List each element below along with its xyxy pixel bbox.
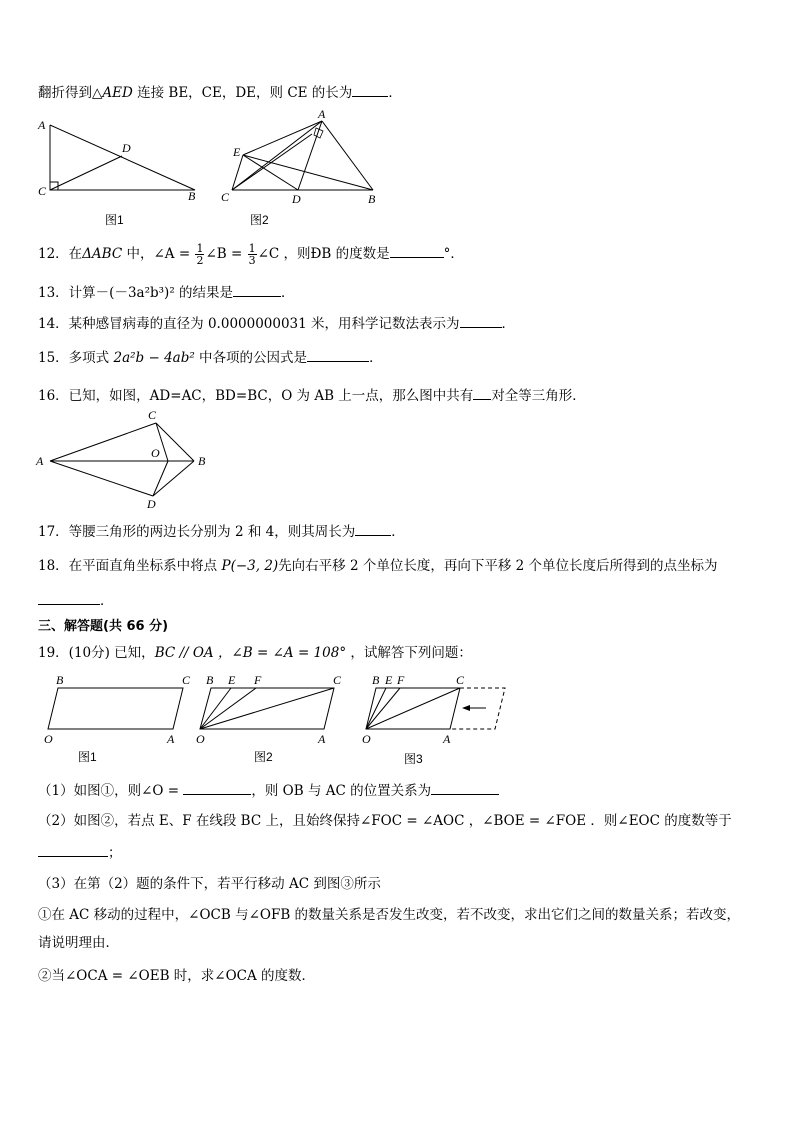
q19-part2 bbox=[38, 811, 732, 831]
q19-figure-3 bbox=[360, 672, 520, 772]
q16-figure bbox=[30, 408, 220, 513]
q15-prefix: 15．多项式 bbox=[38, 350, 114, 366]
fig2-label-c: C bbox=[221, 190, 230, 204]
q12-mid2: ∠B = bbox=[205, 246, 247, 262]
fig2-label-d: D bbox=[292, 192, 301, 206]
q19-p3: （3）在第（2）题的条件下，若平行移动 AC 到图③所示 bbox=[38, 876, 381, 892]
q18-answer-blank[interactable] bbox=[38, 590, 100, 605]
q19-line bbox=[38, 643, 472, 663]
q19-figure-1 bbox=[36, 672, 206, 767]
q18-point: P(−3, 2) bbox=[221, 558, 279, 574]
q19-f3-label-o: O bbox=[362, 732, 371, 746]
q17-end: ． bbox=[391, 524, 405, 540]
q16-label-c: C bbox=[148, 408, 157, 422]
q11-end: ． bbox=[388, 85, 402, 101]
q18-prefix: 18．在平面直角坐标系中将点 bbox=[38, 558, 222, 574]
q19-f2-caption: 图2 bbox=[254, 750, 273, 764]
q19-f2-label-b: B bbox=[206, 673, 214, 687]
q14-prefix: 14．某种感冒病毒的直径为 0.0000000031 米，用科学记数法表示为 bbox=[38, 316, 460, 332]
q19-f1-caption: 图1 bbox=[78, 750, 97, 764]
q15-end: ． bbox=[369, 350, 383, 366]
q11-text-mid: 连接 BE，CE，DE，则 CE 的长为 bbox=[132, 85, 353, 101]
q11-figure-1 bbox=[30, 112, 210, 232]
q19-part2-answer bbox=[38, 842, 122, 863]
q15-answer-blank[interactable] bbox=[307, 347, 369, 362]
fig2-label-e: E bbox=[233, 145, 241, 159]
q19-f2-label-c: C bbox=[333, 673, 342, 687]
q13-line bbox=[38, 282, 295, 303]
q14-end: ． bbox=[501, 316, 516, 332]
section-3-title: 三、解答题(共 66 分) bbox=[38, 619, 169, 634]
fig1-caption: 图1 bbox=[105, 213, 124, 227]
q18-answer-line bbox=[38, 590, 114, 611]
q19-f3-label-b: B bbox=[372, 673, 380, 687]
right-angle-mark bbox=[314, 128, 323, 138]
q19-f3-label-e: E bbox=[385, 673, 393, 687]
q11-answer-blank[interactable] bbox=[352, 82, 388, 97]
q19-f2-label-f: F bbox=[254, 673, 262, 687]
q19-f2-label-o: O bbox=[196, 732, 205, 746]
fig1-label-b: B bbox=[188, 189, 196, 203]
q12-triangle: ΔABC bbox=[82, 246, 123, 262]
fig2-label-a: A bbox=[318, 107, 326, 121]
q13-prefix: 13．计算－(－3a²b³)² 的结果是 bbox=[38, 285, 234, 301]
q19-f1-label-o: O bbox=[44, 732, 53, 746]
q17-line bbox=[38, 521, 405, 542]
q11-text-before: 翻折得到 bbox=[38, 85, 92, 101]
q19-p1-blank-1[interactable] bbox=[183, 780, 251, 795]
right-angle-mark bbox=[50, 182, 58, 190]
q19-p3-1b: 请说明理由． bbox=[38, 935, 119, 951]
fig1-label-c: C bbox=[38, 184, 47, 198]
q19-p1-a: （1）如图①，则∠O = bbox=[38, 783, 184, 799]
q12-end: °． bbox=[443, 246, 464, 262]
q16-label-o: O bbox=[151, 446, 160, 460]
q12-mid3: ∠C ，则ÐB 的度数是 bbox=[257, 246, 390, 262]
q19-f2-label-a: A bbox=[318, 732, 326, 746]
q15-line bbox=[38, 347, 383, 368]
q16-end: 对全等三角形． bbox=[491, 388, 586, 404]
q14-line bbox=[38, 313, 515, 334]
q19-part3-1 bbox=[38, 905, 740, 925]
q18-line bbox=[38, 556, 718, 576]
q16-answer-blank[interactable] bbox=[473, 385, 491, 400]
q19-prefix: 19．(10分) 已知， bbox=[38, 645, 155, 661]
q19-p3-2a: ②当∠OCA = ∠OEB 时，求∠OCA 的度数． bbox=[38, 968, 316, 984]
q19-f3-label-c: C bbox=[456, 673, 465, 687]
frac2-den: 3 bbox=[248, 254, 256, 267]
q12-fraction-2 bbox=[248, 243, 257, 266]
frac1-num: 1 bbox=[196, 242, 204, 255]
q19-p3-1a: ①在 AC 移动的过程中，∠OCB 与∠OFB 的数量关系是否发生改变，若不改变，求出它们之间的数量关系；若改变， bbox=[38, 907, 741, 923]
q12-prefix: 12．在 bbox=[38, 246, 83, 262]
fig1-label-d: D bbox=[122, 141, 131, 155]
q19-p2-end: ； bbox=[108, 845, 122, 861]
q16-label-a: A bbox=[36, 454, 44, 468]
q16-label-d: D bbox=[147, 497, 156, 511]
q19-f1-label-a: A bbox=[167, 732, 175, 746]
q19-p1-blank-2[interactable] bbox=[431, 780, 499, 795]
q19-part3 bbox=[38, 874, 381, 894]
arrow-left-icon bbox=[462, 705, 470, 711]
q15-expression: 2a²b − 4ab² bbox=[113, 350, 195, 366]
q19-condition: BC // OA ，∠B = ∠A = 108° bbox=[154, 645, 351, 661]
q11-line bbox=[38, 82, 402, 103]
q19-f1-label-b: B bbox=[56, 673, 64, 687]
q19-p2-blank[interactable] bbox=[38, 842, 108, 857]
q19-f1-label-c: C bbox=[182, 673, 191, 687]
q19-part3-1-cont bbox=[38, 933, 119, 953]
q18-rest: 先向右平移 2 个单位长度，再向下平移 2 个单位长度后所得到的点坐标为 bbox=[278, 558, 718, 574]
q19-p2-a: （2）如图②，若点 E、F 在线段 BC 上，且始终保持∠FOC = ∠AOC ，∠BOE = ∠FOE ．则∠EOC 的度数等于 bbox=[38, 813, 732, 829]
q17-answer-blank[interactable] bbox=[355, 521, 391, 536]
q11-triangle: △AED bbox=[92, 85, 133, 101]
frac2-num: 1 bbox=[248, 242, 256, 255]
fig2-label-b: B bbox=[368, 192, 376, 206]
q19-rest: ，试解答下列问题： bbox=[350, 645, 472, 661]
q19-part3-2 bbox=[38, 966, 315, 986]
q13-end: ． bbox=[281, 285, 295, 301]
q19-f3-caption: 图3 bbox=[404, 752, 423, 766]
q13-answer-blank[interactable] bbox=[233, 282, 281, 297]
fig2-caption: 图2 bbox=[250, 213, 269, 227]
q16-line bbox=[38, 385, 586, 406]
q19-f3-label-f: F bbox=[397, 673, 405, 687]
q18-end: ． bbox=[100, 593, 114, 609]
q12-answer-blank[interactable] bbox=[390, 243, 444, 258]
q19-f2-label-e: E bbox=[228, 673, 236, 687]
q19-part1 bbox=[38, 780, 499, 801]
q19-f3-label-a: A bbox=[443, 732, 451, 746]
q12-mid1: 中，∠A = bbox=[122, 246, 195, 262]
q19-p1-b: ，则 OB 与 AC 的位置关系为 bbox=[251, 783, 432, 799]
frac1-den: 2 bbox=[196, 254, 204, 267]
q14-answer-blank[interactable] bbox=[460, 313, 502, 328]
q16-prefix: 16．已知，如图，AD=AC，BD=BC，O 为 AB 上一点，那么图中共有 bbox=[38, 388, 474, 404]
q16-label-b: B bbox=[198, 454, 206, 468]
q15-mid: 中各项的公因式是 bbox=[194, 350, 308, 366]
q12-line bbox=[38, 240, 464, 268]
fig1-label-a: A bbox=[38, 118, 46, 132]
q19-figure-2 bbox=[194, 672, 354, 767]
q11-figure-2 bbox=[220, 108, 390, 233]
q12-fraction-1 bbox=[195, 243, 204, 266]
q17-prefix: 17．等腰三角形的两边长分别为 2 和 4，则其周长为 bbox=[38, 524, 356, 540]
